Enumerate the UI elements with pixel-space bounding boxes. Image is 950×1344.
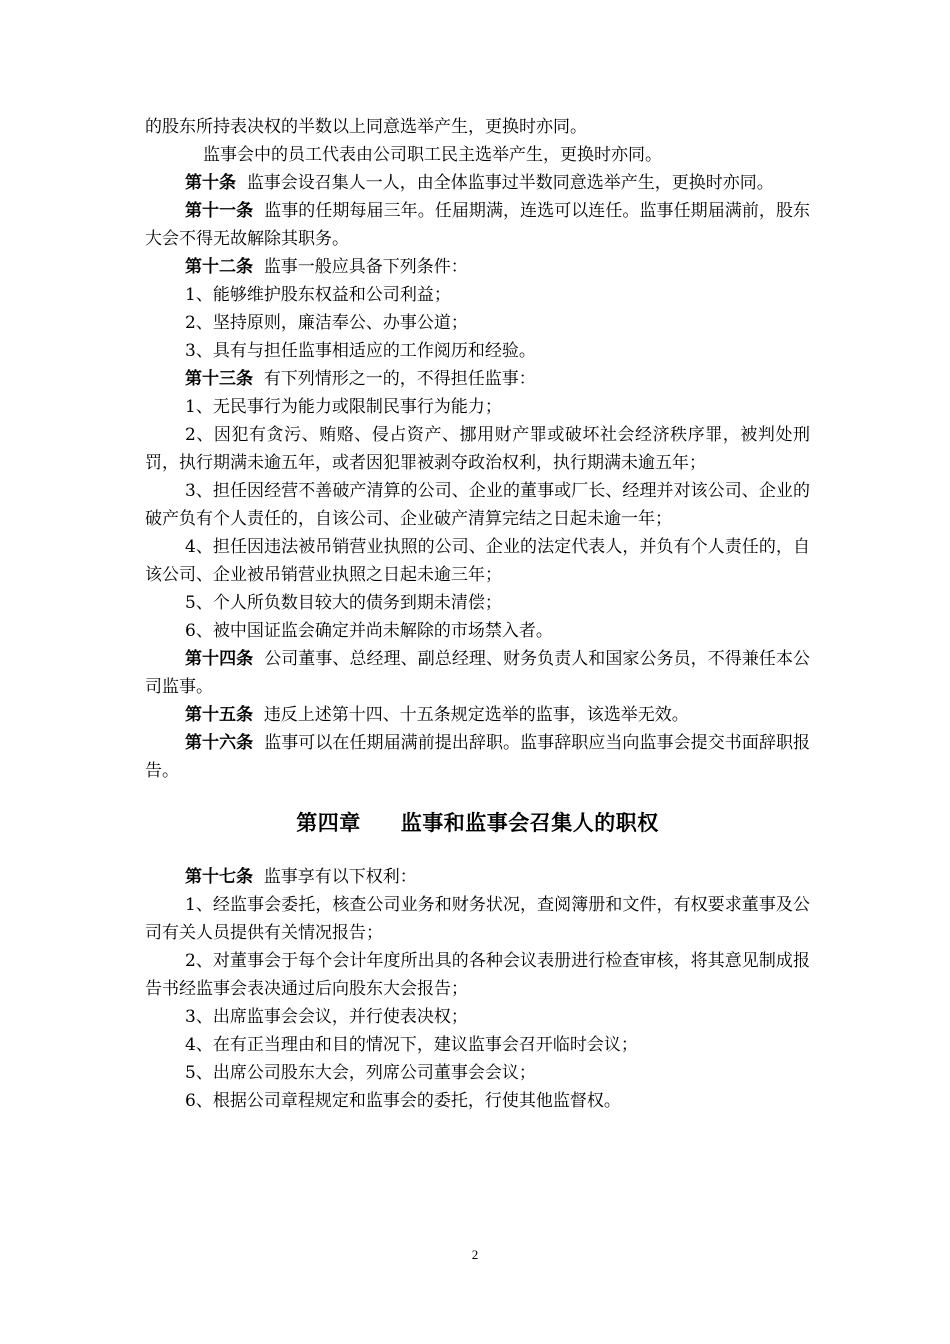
article-10 <box>145 169 810 197</box>
article-14 <box>145 645 810 701</box>
article-11 <box>145 197 810 253</box>
article-12 <box>145 253 810 281</box>
list-item: 5、个人所负数目较大的债务到期未清偿； <box>185 593 502 613</box>
article-15 <box>145 701 810 729</box>
article-number: 第十五条 <box>185 705 253 725</box>
list-item: 2、对董事会于每个会计年度所出具的各种会议表册进行检查审核，将其意见制成报告书经监事会表决通过后向股东大会报告； <box>145 951 810 999</box>
list-item: 6、根据公司章程规定和监事会的委托，行使其他监督权。 <box>185 1091 621 1111</box>
article-text: 公司董事、总经理、副总经理、财务负责人和国家公务员，不得兼任本公司监事。 <box>145 649 811 697</box>
article-16 <box>145 729 810 785</box>
article-text: 监事享有以下权利： <box>263 867 417 887</box>
list-item: 2、因犯有贪污、贿赂、侵占资产、挪用财产罪或破坏社会经济秩序罪，被判处刑罚，执行期满未逾五年，或者因犯罪被剥夺政治权利，执行期满未逾五年； <box>145 425 810 473</box>
article-number: 第十一条 <box>185 201 254 221</box>
article-number: 第十七条 <box>185 867 253 887</box>
list-item: 4、在有正当理由和目的情况下，建议监事会召开临时会议； <box>185 1035 638 1055</box>
article-text: 监事一般应具备下列条件： <box>263 257 468 277</box>
article-text: 违反上述第十四、十五条规定选举的监事，该选举无效。 <box>263 705 689 725</box>
article-number: 第十条 <box>185 173 236 193</box>
list-item: 1、能够维护股东权益和公司利益； <box>185 285 451 305</box>
article-text: 有下列情形之一的，不得担任监事： <box>263 369 536 389</box>
article-number: 第十四条 <box>185 649 254 669</box>
chapter-number: 第四章 <box>296 810 361 835</box>
article-text: 监事的任期每届三年。任届期满，连选可以连任。监事任期届满前，股东大会不得无故解除其职务。 <box>145 201 811 249</box>
page-body <box>145 113 810 1115</box>
article-number: 第十二条 <box>185 257 253 277</box>
article-17 <box>145 863 810 891</box>
article-13 <box>145 365 810 393</box>
chapter-heading <box>145 809 810 837</box>
chapter-title: 监事和监事会召集人的职权 <box>400 810 659 835</box>
article-text: 监事可以在任期届满前提出辞职。监事辞职应当向监事会提交书面辞职报告。 <box>145 733 811 781</box>
list-item: 2、坚持原则，廉洁奉公、办事公道； <box>185 313 468 333</box>
continuation-paragraph: 的股东所持表决权的半数以上同意选举产生，更换时亦同。 <box>145 117 587 137</box>
list-item: 1、经监事会委托，核查公司业务和财务状况，查阅簿册和文件，有权要求董事及公司有关人员提供有关情况报告； <box>145 895 810 943</box>
list-item: 3、担任因经营不善破产清算的公司、企业的董事或厂长、经理并对该公司、企业的破产负有个人责任的，自该公司、企业破产清算完结之日起未逾一年； <box>145 481 810 529</box>
employee-representative-paragraph: 监事会中的员工代表由公司职工民主选举产生，更换时亦同。 <box>203 145 662 165</box>
list-item: 5、出席公司股东大会，列席公司董事会会议； <box>185 1063 536 1083</box>
list-item: 6、被中国证监会确定并尚未解除的市场禁入者。 <box>185 621 553 641</box>
page-number: 2 <box>471 1247 479 1262</box>
article-text: 监事会设召集人一人，由全体监事过半数同意选举产生，更换时亦同。 <box>246 173 774 193</box>
list-item: 3、具有与担任监事相适应的工作阅历和经验。 <box>185 341 536 361</box>
article-number: 第十六条 <box>185 733 254 753</box>
article-number: 第十三条 <box>185 369 253 389</box>
list-item: 1、无民事行为能力或限制民事行为能力； <box>185 397 502 417</box>
list-item: 3、出席监事会会议，并行使表决权； <box>185 1007 468 1027</box>
list-item: 4、担任因违法被吊销营业执照的公司、企业的法定代表人，并负有个人责任的，自该公司、企业被吊销营业执照之日起未逾三年； <box>145 537 810 585</box>
